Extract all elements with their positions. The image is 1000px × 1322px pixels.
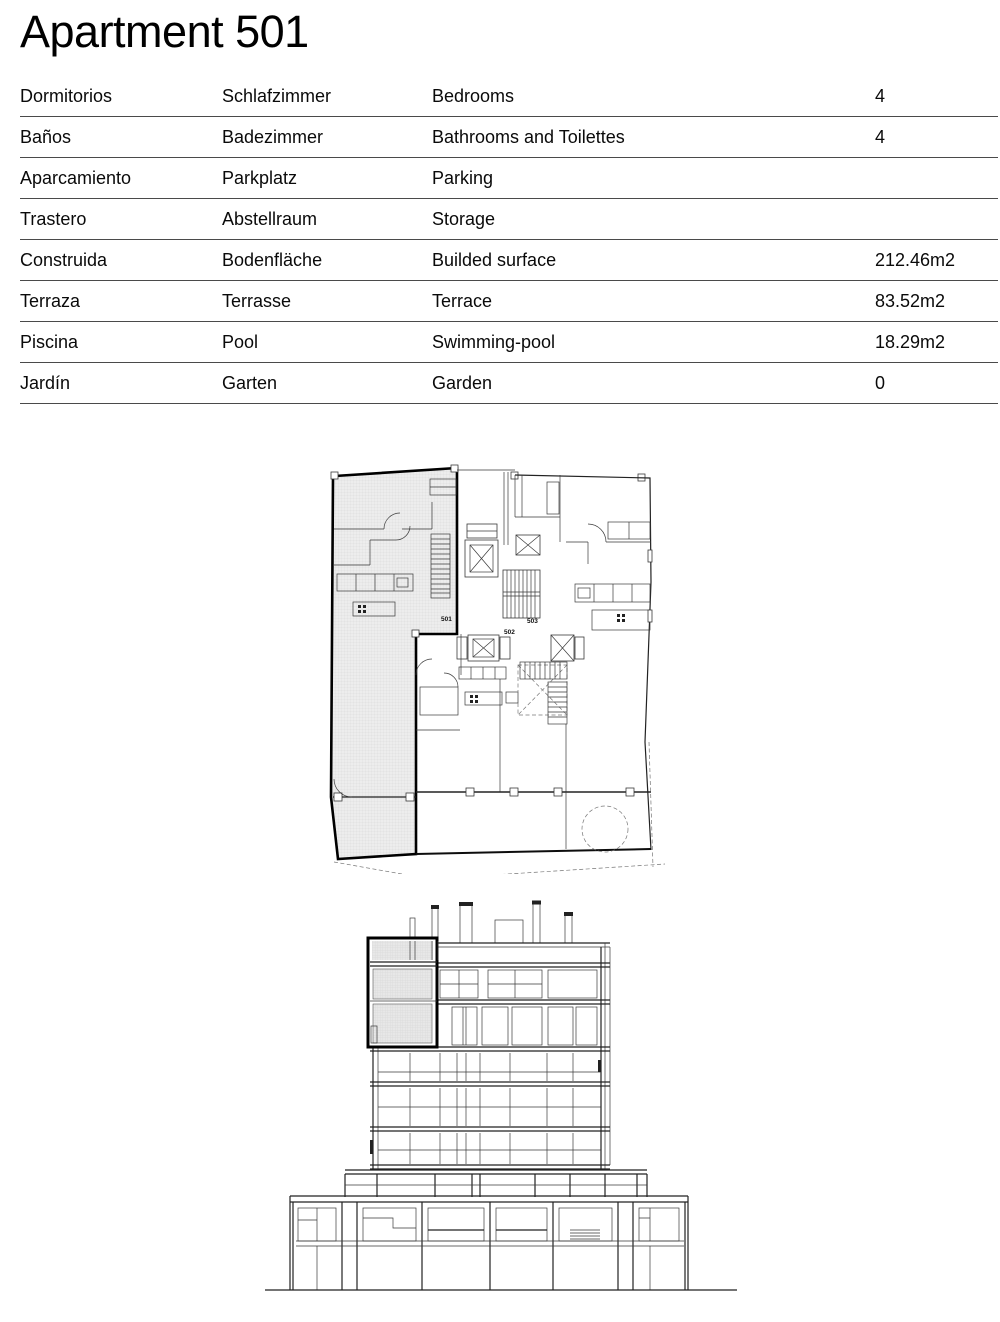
unit-label-503: 503 [527,618,538,625]
unit-label-502: 502 [504,629,515,636]
label-es: Trastero [20,208,87,229]
label-es: Piscina [20,331,79,352]
label-de: Badezimmer [222,126,324,147]
value: 4 [875,85,886,106]
label-es: Baños [20,126,72,147]
spec-row-storage [20,199,998,240]
label-es: Construida [20,249,108,270]
label-de: Parkplatz [222,167,298,188]
label-de: Pool [222,331,259,352]
label-en: Terrace [432,290,493,311]
setback-floor [345,1170,647,1197]
label-en: Storage [432,208,496,229]
label-es: Jardín [20,372,71,393]
label-en: Bedrooms [432,85,515,106]
highlighted-unit-elevation [368,938,438,1047]
spec-row-bedrooms [20,76,998,117]
label-en: Bathrooms and Toilettes [432,126,625,147]
label-de: Schlafzimmer [222,85,332,106]
pool-circle [582,806,628,852]
label-en: Swimming-pool [432,331,556,352]
label-en: Builded surface [432,249,557,270]
value: 0 [875,372,886,393]
unit-501-plan [331,465,458,859]
label-es: Dormitorios [20,85,113,106]
podium-floors [290,1196,688,1290]
spec-row-bathrooms [20,117,998,158]
label-de: Garten [222,372,278,393]
label-es: Aparcamiento [20,167,132,188]
value: 83.52m2 [875,290,946,311]
label-en: Parking [432,167,494,188]
page-title: Apartment 501 [20,6,309,57]
spec-row-garden [20,363,998,404]
value: 4 [875,126,886,147]
spec-row-swimming-pool [20,322,998,363]
floor-plan-drawing [320,462,665,874]
spec-table [20,76,998,404]
spec-row-terrace [20,281,998,322]
value: 212.46m2 [875,249,956,270]
label-de: Abstellraum [222,208,318,229]
label-de: Bodenfläche [222,249,323,270]
label-de: Terrasse [222,290,292,311]
label-es: Terraza [20,290,81,311]
value: 18.29m2 [875,331,946,352]
label-en: Garden [432,372,493,393]
unit-label-501: 501 [441,616,452,623]
spec-row-builded-surface [20,240,998,281]
spec-row-parking [20,158,998,199]
building-elevation-drawing [260,900,740,1292]
